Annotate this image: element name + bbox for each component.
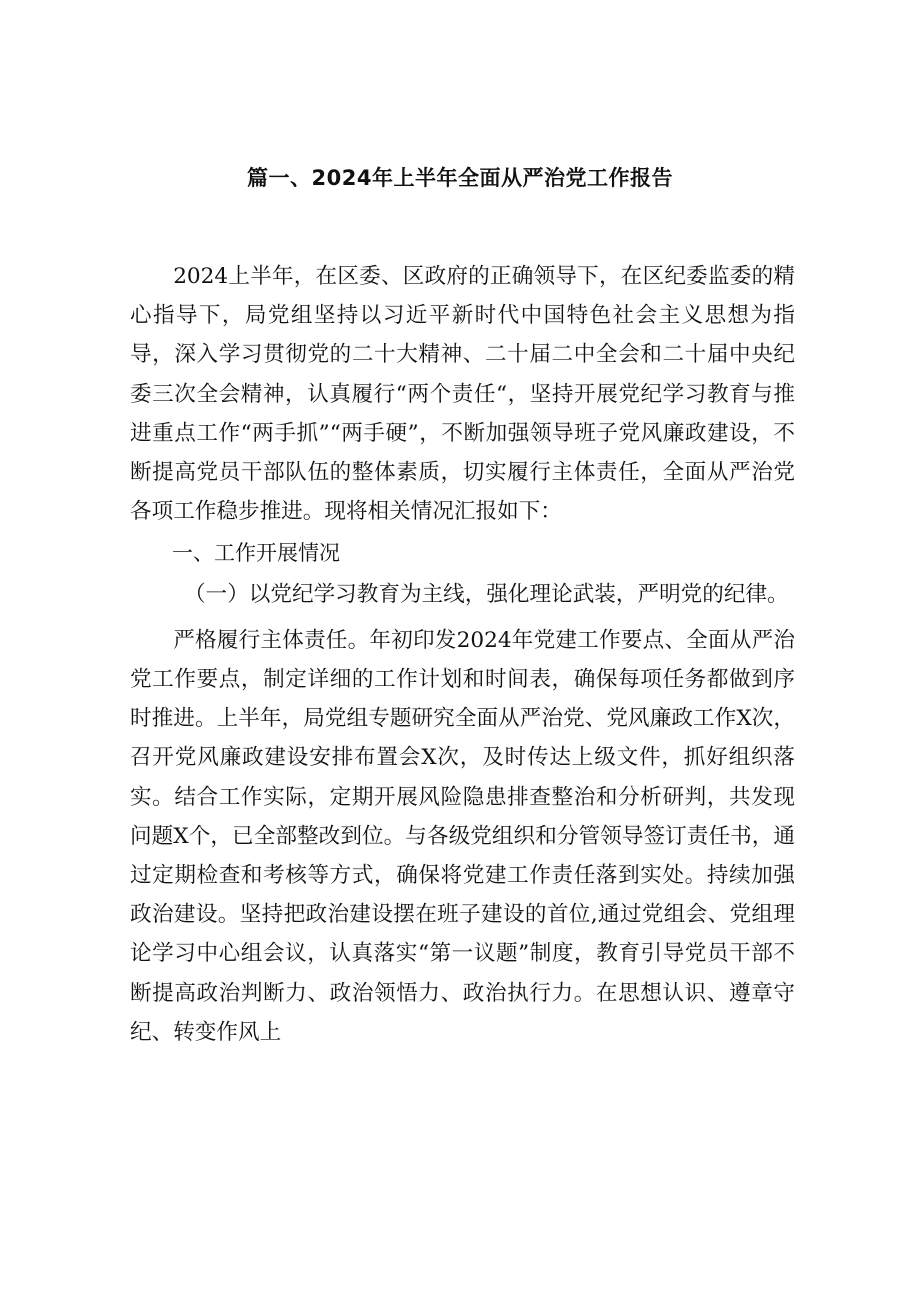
intro-paragraph: 2024上半年，在区委、区政府的正确领导下，在区纪委监委的精心指导下，局党组坚持以习近平新时代中国特色社会主义思想为指导，深入学习贯彻党的二十大精神、二十届二中全会和二十届中央纪委三次全会精神，认真履行“两个责任“，坚持开展党纪学习教育与推进重点工作“两手抓”“两手硬”，不断加强领导班子党风廉政建设，不断提高党员干部队伍的整体素质，切实履行主体责任，全面从严治党各项工作稳步推进。现将相关情况汇报如下： [130,264,795,525]
section-heading: 一、工作开展情况 [172,541,340,566]
body-paragraph: 严格履行主体责任。年初印发2024年党建工作要点、全面从严治党工作要点，制定详细的工作计划和时间表，确保每项任务都做到序时推进。上半年，局党组专题研究全面从严治党、党风廉政工作X次，召开党风廉政建设安排布置会X次，及时传达上级文件，抓好组织落实。结合工作实际，定期开展风险隐患排查整治和分析研判，共发现问题X个，已全部整改到位。与各级党组织和分管领导签订责任书，通过定期检查和考核等方式，确保将党建工作责任落到实处。持续加强政治建设。坚持把政治建设摆在班子建设的首位,通过党组会、党组理论学习中心组会议，认真落实“第一议题”制度，教育引导党员干部不断提高政治判断力、政治领悟力、政治执行力。在思想认识、遵章守纪、转变作风上 [130,627,795,1045]
subsection-heading: （一）以党纪学习教育为主线，强化理论武装，严明党的纪律。 [184,581,789,607]
document-title: 篇一、2024年上半年全面从严治党工作报告 [247,166,673,190]
document-body [130,257,795,1052]
